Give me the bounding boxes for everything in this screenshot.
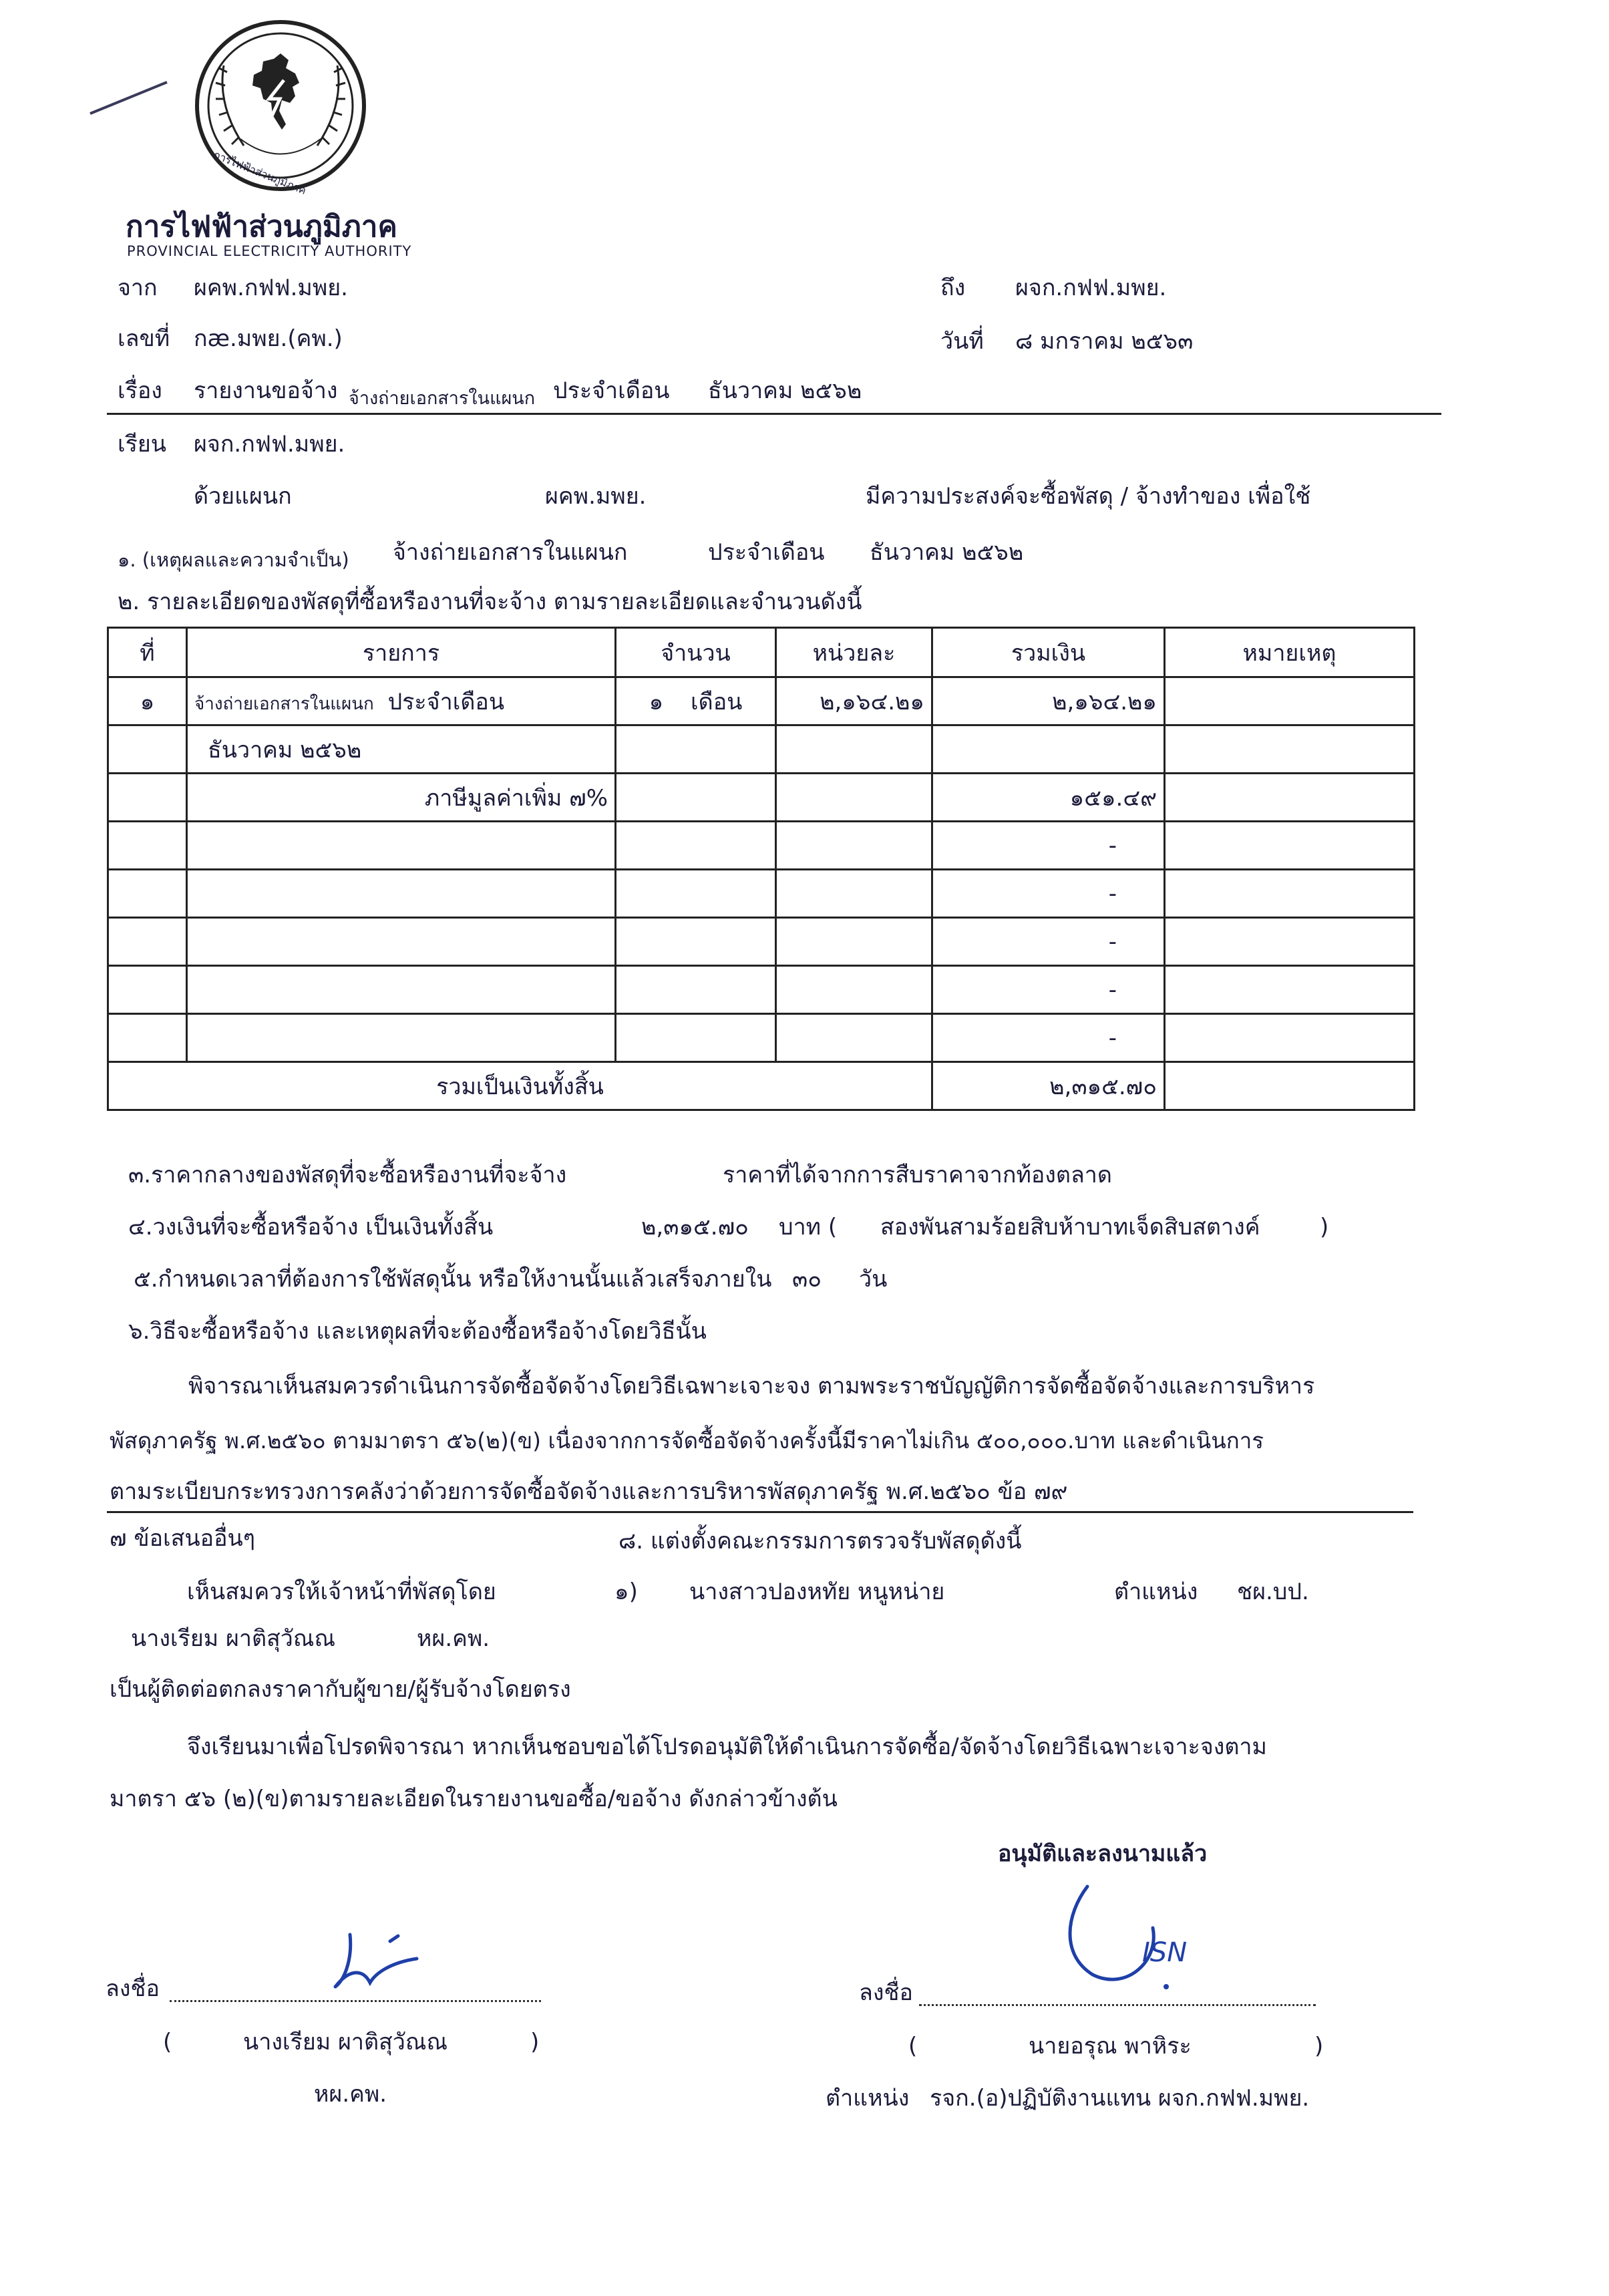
- section5-label: ๕.กำหนดเวลาที่ต้องการใช้พัสดุนั้น หรือให้งานนั้นแล้วเสร็จภายใน: [134, 1266, 772, 1293]
- from-label: จาก: [118, 275, 158, 301]
- left-signer-name: นางเรียม ผาติสุวัณณ: [243, 2029, 448, 2056]
- section6-line2: พัสดุภาครัฐ พ.ศ.๒๕๖๐ ตามมาตรา ๕๖(๒)(ข) เนื่องจากการจัดซื้อจัดจ้างครั้งนี้มีราคาไม่เกิน ๕๐๐,๐๐๐.บาท และดำเนินการ: [110, 1428, 1264, 1454]
- right-sign-line: [919, 2004, 1316, 2006]
- left-name-open: (: [163, 2029, 172, 2056]
- dear-label: เรียน: [118, 431, 167, 458]
- table-row: [108, 822, 1415, 870]
- section8-no: ๑): [614, 1579, 638, 1605]
- dash-cell: -: [932, 1014, 1165, 1062]
- dear-value: ผจก.กฟฟ.มพย.: [194, 431, 345, 458]
- section7-name: นางเรียม ผาติสุวัณณ: [131, 1625, 335, 1652]
- section7-position: หผ.คพ.: [417, 1625, 490, 1652]
- col-header-amount: รวมเงิน: [932, 628, 1165, 677]
- table-row: [108, 725, 1415, 774]
- subject-part3: ประจำเดือน: [553, 377, 670, 404]
- left-sign-line: [170, 2000, 541, 2002]
- row2-item: ธันวาคม ๒๕๖๒: [187, 725, 616, 774]
- table-row: [108, 918, 1415, 966]
- doc-no-label: เลขที่: [118, 325, 170, 352]
- col-header-item: รายการ: [187, 628, 616, 677]
- left-name-close: ): [530, 2029, 540, 2056]
- total-label: รวมเป็นเงินทั้งสิ้น: [108, 1062, 932, 1110]
- table-header-row: [108, 628, 1415, 677]
- row1-unit-price: ๒,๑๖๔.๒๑: [776, 677, 932, 725]
- subject-label: เรื่อง: [118, 377, 162, 404]
- row1-item: [187, 677, 616, 725]
- org-name-thai: การไฟฟ้าส่วนภูมิภาค: [126, 210, 397, 244]
- right-position-label: ตำแหน่ง: [826, 2085, 910, 2112]
- section3-value: ราคาที่ได้จากการสืบราคาจากท้องตลาด: [723, 1162, 1112, 1188]
- items-table: [107, 627, 1415, 1111]
- row1-qty: [616, 677, 776, 725]
- seal-text: การไฟฟ้าส่วนภูมิภาค: [212, 148, 309, 197]
- to-label: ถึง: [940, 275, 966, 301]
- subject-part2: จ้างถ่ายเอกสารในแผนก: [349, 388, 536, 409]
- org-name-english: PROVINCIAL ELECTRICITY AUTHORITY: [127, 243, 412, 259]
- section3-label: ๓.ราคากลางของพัสดุที่จะซื้อหรืองานที่จะจ้าง: [128, 1162, 567, 1188]
- row1-qty-value: ๑: [649, 688, 664, 715]
- section6-line3: ตามระเบียบกระทรวงการคลังว่าด้วยการจัดซื้อจัดจ้างและการบริหารพัสดุภาครัฐ พ.ศ.๒๕๖๐ ข้อ ๗๙: [110, 1478, 1068, 1505]
- dept-value: ผคพ.มพย.: [545, 483, 647, 510]
- section8-name: นางสาวปองหทัย หนูหน่าย: [689, 1579, 945, 1605]
- row1-item-small: จ้างถ่ายเอกสารในแผนก: [194, 693, 374, 714]
- section6-line1: พิจารณาเห็นสมควรดำเนินการจัดซื้อจัดจ้างโดยวิธีเฉพาะเจาะจง ตามพระราชบัญญัติการจัดซื้อจัดจ้างและการบริหาร: [188, 1373, 1315, 1400]
- closing-line1: จึงเรียนมาเพื่อโปรดพิจารณา หากเห็นชอบขอได้โปรดอนุมัติให้ดำเนินการจัดซื้อ/จัดจ้างโดยวิธีเฉพาะเจาะจงตาม: [187, 1734, 1267, 1760]
- row3-item: ภาษีมูลค่าเพิ่ม ๗%: [187, 774, 616, 822]
- dept-purpose: มีความประสงค์จะซื้อพัสดุ / จ้างทำของ เพื่อใช้: [866, 483, 1311, 510]
- right-signer-name: นายอรุณ พาหิระ: [1029, 2033, 1192, 2060]
- right-handwritten-signature: [1053, 1874, 1220, 1995]
- date-label: วันที่: [940, 328, 984, 355]
- doc-no-value: กæ.มพย.(คพ.): [194, 325, 343, 352]
- row3-amount: ๑๕๑.๔๙: [932, 774, 1165, 822]
- subject-part1: รายงานขอจ้าง: [194, 377, 338, 404]
- dept-label: ด้วยแผนก: [194, 483, 292, 510]
- left-sign-label: ลงชื่อ: [106, 1975, 160, 2002]
- section8-position-label: ตำแหน่ง: [1114, 1579, 1198, 1605]
- col-header-no: ที่: [108, 628, 187, 677]
- section4-words: สองพันสามร้อยสิบห้าบาทเจ็ดสิบสตางค์: [880, 1214, 1260, 1241]
- col-header-qty: จำนวน: [616, 628, 776, 677]
- right-signer-position: รจก.(อ)ปฏิบัติงานแทน ผจก.กฟฟ.มพย.: [930, 2085, 1310, 2112]
- table-row: [108, 774, 1415, 822]
- row1-qty-unit: เดือน: [691, 688, 743, 715]
- reason-month-label: ประจำเดือน: [708, 539, 825, 566]
- table-total-row: [108, 1062, 1415, 1110]
- approved-label: อนุมัติและลงนามแล้ว: [998, 1840, 1208, 1867]
- section6-divider: [107, 1511, 1413, 1513]
- reason-label: ๑. (เหตุผลและความจำเป็น): [118, 548, 349, 571]
- section7-line3: เป็นผู้ติดต่อตกลงราคากับผู้ขาย/ผู้รับจ้างโดยตรง: [110, 1676, 571, 1703]
- reason-value: จ้างถ่ายเอกสารในแผนก: [393, 539, 628, 566]
- closing-line2: มาตรา ๕๖ (๒)(ข)ตามรายละเอียดในรายงานขอซื้อ/ขอจ้าง ดังกล่าวข้างต้น: [110, 1786, 838, 1812]
- right-name-open: (: [908, 2033, 918, 2060]
- section5-value: ๓๐: [792, 1266, 822, 1293]
- section8-label: ๘. แต่งตั้งคณะกรรมการตรวจรับพัสดุดังนี้: [618, 1528, 1022, 1554]
- section7-label: ๗ ข้อเสนออื่นๆ: [110, 1525, 255, 1552]
- reason-month-value: ธันวาคม ๒๕๖๒: [870, 539, 1024, 566]
- col-header-remark: หมายเหตุ: [1165, 628, 1415, 677]
- table-row: [108, 677, 1415, 725]
- row1-no: ๑: [108, 677, 187, 725]
- dash-cell: -: [932, 870, 1165, 918]
- right-signature-letters: ISN: [1142, 1937, 1188, 1968]
- to-value: ผจก.กฟฟ.มพย.: [1015, 275, 1167, 301]
- pea-seal-logo: [190, 19, 371, 197]
- table-row: [108, 1014, 1415, 1062]
- section5-unit: วัน: [859, 1266, 888, 1293]
- left-handwritten-signature: [323, 1921, 430, 1995]
- row1-item-main: ประจำเดือน: [387, 688, 505, 715]
- table-row: [108, 870, 1415, 918]
- pen-mark: [87, 77, 174, 117]
- section4-label: ๔.วงเงินที่จะซื้อหรือจ้าง เป็นเงินทั้งสิ้น: [128, 1214, 494, 1241]
- from-value: ผคพ.กฟฟ.มพย.: [194, 275, 348, 301]
- right-sign-label: ลงชื่อ: [859, 1979, 913, 2006]
- row1-remark: [1165, 677, 1415, 725]
- total-value: ๒,๓๑๕.๗๐: [932, 1062, 1165, 1110]
- subject-divider: [107, 413, 1441, 415]
- section8-position-value: ชผ.บป.: [1237, 1579, 1309, 1605]
- right-name-close: ): [1314, 2033, 1324, 2060]
- dash-cell: -: [932, 966, 1165, 1014]
- left-signer-position: หผ.คพ.: [314, 2081, 387, 2108]
- section4-unit: บาท (: [779, 1214, 838, 1241]
- section4-close: ): [1320, 1214, 1329, 1241]
- details-heading: ๒. รายละเอียดของพัสดุที่ซื้อหรืองานที่จะจ้าง ตามรายละเอียดและจำนวนดังนี้: [118, 589, 862, 615]
- subject-part4: ธันวาคม ๒๕๖๒: [708, 377, 862, 404]
- dash-cell: -: [932, 918, 1165, 966]
- row1-amount: ๒,๑๖๔.๒๑: [932, 677, 1165, 725]
- date-value: ๘ มกราคม ๒๕๖๓: [1015, 328, 1194, 355]
- table-row: [108, 966, 1415, 1014]
- section6-label: ๖.วิธีจะซื้อหรือจ้าง และเหตุผลที่จะต้องซื้อหรือจ้างโดยวิธีนั้น: [128, 1318, 707, 1345]
- col-header-unit-price: หน่วยละ: [776, 628, 932, 677]
- section4-amount: ๒,๓๑๕.๗๐: [641, 1214, 749, 1241]
- section7-line1: เห็นสมควรให้เจ้าหน้าที่พัสดุโดย: [187, 1579, 496, 1605]
- dash-cell: -: [932, 822, 1165, 870]
